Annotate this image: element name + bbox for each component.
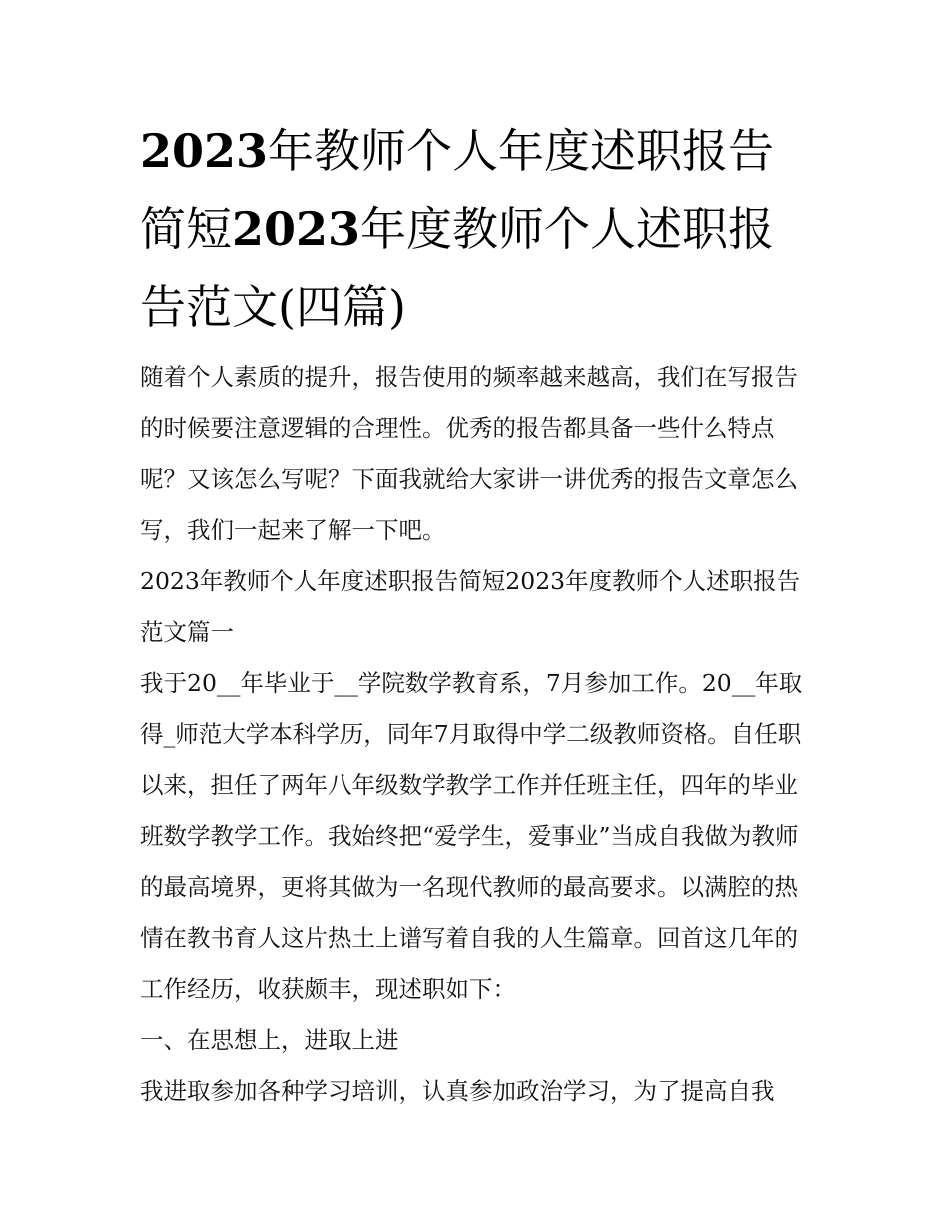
body-paragraph-1: 我于20__年毕业于__学院数学教育系，7月参加工作。20__年取得_师范大学本科学历，同年7月取得中学二级教师资格。自任职以来，担任了两年八年级数学教学工作并任班主任，四年的毕业班数学教学工作。我始终把“爱学生，爱事业”当成自我做为教师的最高境界，更将其做为一名现代教师的最高要求。以满腔的热情在教书育人这片热土上谱写着自我的人生篇章。回首这几年的工作经历，收获颇丰，现述职如下： xyxy=(140,669,803,1003)
section-title: 2023年教师个人年度述职报告简短2023年度教师个人述职报告范文篇一 xyxy=(140,567,801,646)
intro-paragraph: 随着个人素质的提升，报告使用的频率越来越高，我们在写报告的时候要注意逻辑的合理性。优秀的报告都具备一些什么特点呢？又该怎么写呢？下面我就给大家讲一讲优秀的报告文章怎么写，我们一起来了解一下吧。 xyxy=(140,363,798,544)
subheading-1: 一、在思想上，进取上进 xyxy=(140,1026,399,1054)
document-title xyxy=(140,112,812,346)
title-year-2: 2023 xyxy=(232,202,361,256)
title-year-1: 2023 xyxy=(140,124,269,178)
title-text-2: 年度教师个人述职报告范文(四篇) xyxy=(140,202,775,334)
body-paragraph-2: 我进取参加各种学习培训，认真参加政治学习，为了提高自我 xyxy=(140,1077,775,1105)
title-text-1: 年教师个人年度述职报告简短 xyxy=(140,124,775,256)
document-page xyxy=(140,112,812,1117)
